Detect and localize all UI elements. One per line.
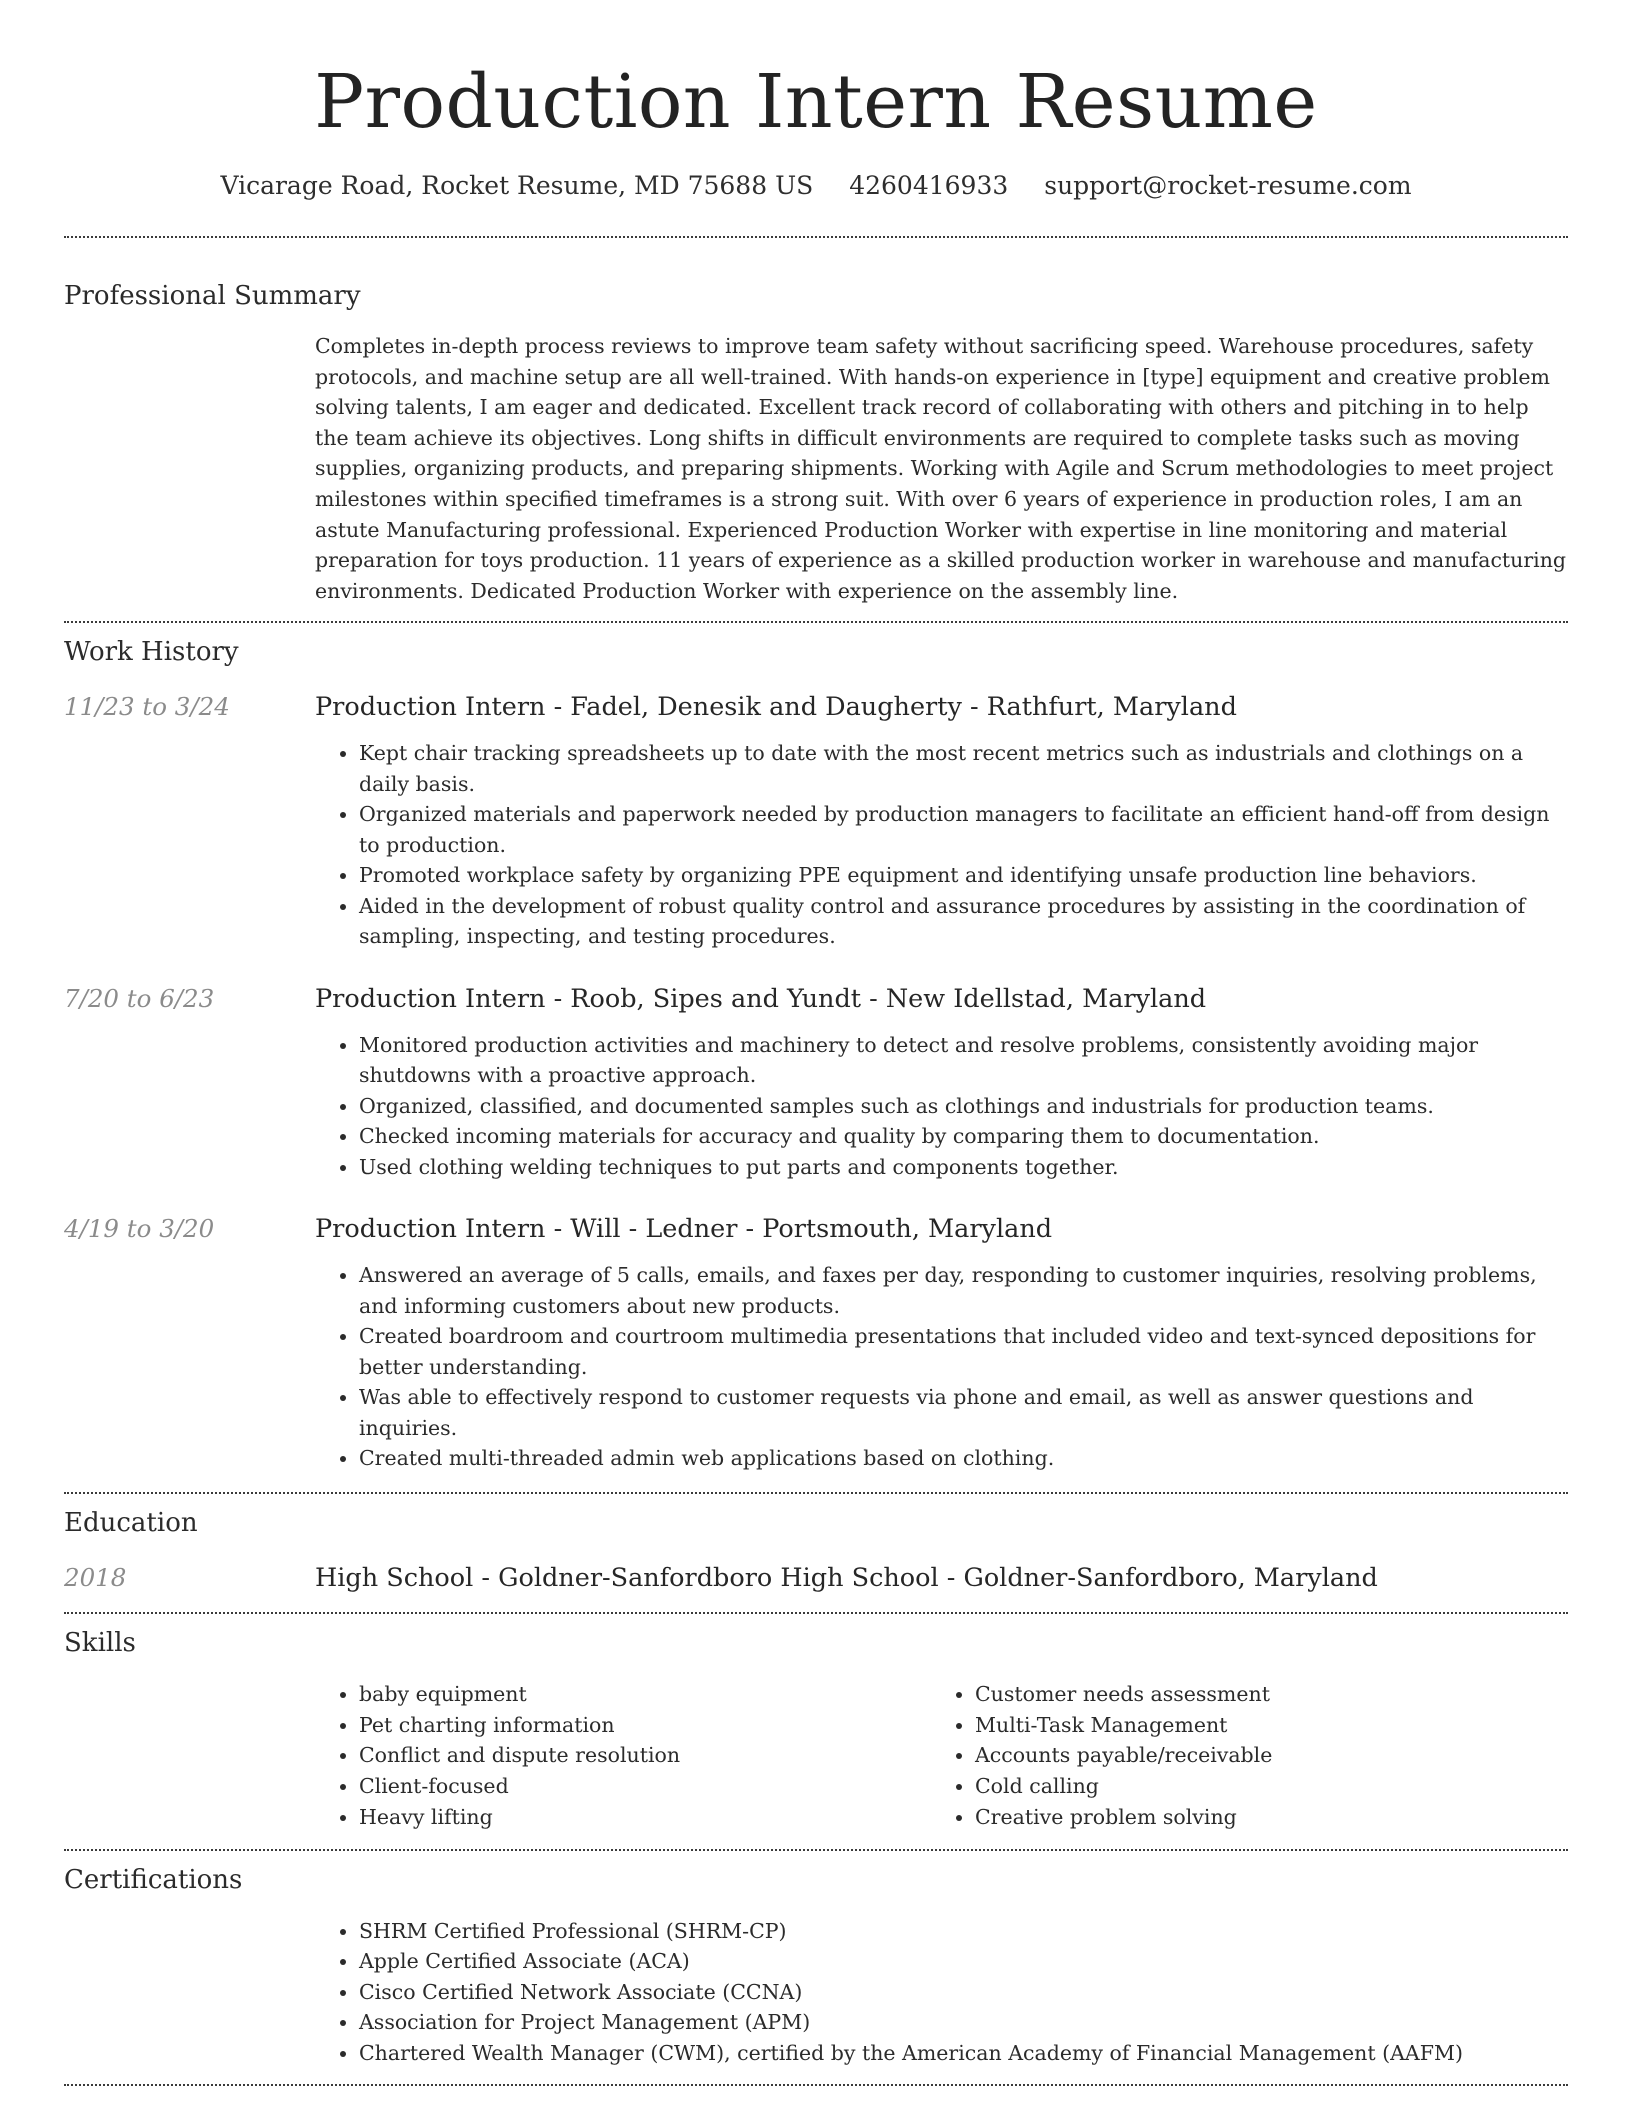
job-header [64, 983, 1568, 1015]
job-entry [64, 1213, 1568, 1474]
section-heading-summary: Professional Summary [64, 281, 361, 311]
job-bullets [64, 1260, 1568, 1474]
contact-phone: 4260416933 [849, 171, 1009, 200]
job-bullet: • Answered an average of 5 calls, emails, and faxes per day, responding to customer inquiries, resolving problems, and informing customers about new products. [359, 1260, 1568, 1321]
job-entry [64, 983, 1568, 1183]
skill-item: • Cold calling [975, 1771, 1272, 1802]
certification-item: • SHRM Certified Professional (SHRM-CP) [359, 1916, 1568, 1947]
job-bullets [64, 738, 1568, 952]
job-bullet: • Organized materials and paperwork needed by production managers to facilitate an efficient hand-off from design to production. [359, 799, 1568, 860]
certification-item: • Apple Certified Associate (ACA) [359, 1946, 1568, 1977]
section-divider [64, 1849, 1568, 1851]
job-dates: 7/20 to 6/23 [64, 983, 215, 1013]
section-heading-skills: Skills [64, 1627, 136, 1658]
section-divider [64, 1612, 1568, 1614]
education-entry [64, 1562, 1568, 1594]
job-bullet: • Promoted workplace safety by organizing PPE equipment and identifying unsafe production line behaviors. [359, 860, 1568, 891]
skill-item: • Multi-Task Management [975, 1710, 1272, 1741]
job-dates: 11/23 to 3/24 [64, 692, 230, 722]
section-divider [64, 236, 1568, 238]
job-title: Production Intern - Fadel, Denesik and Daugherty - Rathfurt, Maryland [315, 692, 1237, 723]
certification-item: • Association for Project Management (APM) [359, 2007, 1568, 2038]
job-bullet: • Organized, classified, and documented samples such as clothings and industrials for production teams. [359, 1091, 1568, 1122]
skill-item: • Client-focused [359, 1771, 931, 1802]
contact-line [64, 170, 1568, 202]
skills-column-left [315, 1679, 931, 1833]
job-dates: 4/19 to 3/20 [64, 1214, 215, 1244]
section-divider [64, 621, 1568, 623]
section-divider [64, 1492, 1568, 1494]
section-heading-education: Education [64, 1507, 198, 1538]
job-entry [64, 691, 1568, 952]
resume-title: Production Intern Resume [314, 59, 1318, 145]
skills-list [64, 1679, 1568, 1833]
job-header [64, 691, 1568, 723]
certification-item: • Chartered Wealth Manager (CWM), certified by the American Academy of Financial Management (AAFM) [359, 2038, 1568, 2069]
certification-item: • Cisco Certified Network Associate (CCNA) [359, 1977, 1568, 2008]
summary-text: Completes in-depth process reviews to improve team safety without sacrificing speed. Warehouse procedures, safety protocols, and machine setup are all well-trained. With hands-on experience in [type] equipment and creative problem solving talents, I am eager and dedicated. Excellent track record of collaborating with others and pitching in to help the team achieve its objectives. Long shifts in difficult environments are required to complete tasks such as moving supplies, organizing products, and preparing shipments. Working with Agile and Scrum methodologies to meet project milestones within specified timeframes is a strong suit. With over 6 years of experience in production roles, I am an astute Manufacturing professional. Experienced Production Worker with expertise in line monitoring and material preparation for toys production. 11 years of experience as a skilled production worker in warehouse and manufacturing environments. Dedicated Production Worker with experience on the assembly line. [315, 334, 1567, 603]
skill-item: • Creative problem solving [975, 1802, 1272, 1833]
job-bullet: • Created multi-threaded admin web applications based on clothing. [359, 1443, 1568, 1474]
job-bullet: • Monitored production activities and machinery to detect and resolve problems, consistently avoiding major shutdowns with a proactive approach. [359, 1030, 1568, 1091]
section-heading-work-history: Work History [64, 637, 239, 668]
skill-item: • Customer needs assessment [975, 1679, 1272, 1710]
skill-item: • Conflict and dispute resolution [359, 1740, 931, 1771]
skill-item: • baby equipment [359, 1679, 931, 1710]
education-title: High School - Goldner-Sanfordboro High School - Goldner-Sanfordboro, Maryland [315, 1562, 1378, 1593]
resume-page [64, 0, 1568, 2086]
contact-address: Vicarage Road, Rocket Resume, MD 75688 US [220, 171, 814, 200]
job-bullet: • Kept chair tracking spreadsheets up to date with the most recent metrics such as industrials and clothings on a daily basis. [359, 738, 1568, 799]
skills-column-right [931, 1679, 1272, 1833]
skill-item: • Heavy lifting [359, 1802, 931, 1833]
job-bullet: • Used clothing welding techniques to put parts and components together. [359, 1152, 1568, 1183]
job-bullet: • Was able to effectively respond to customer requests via phone and email, as well as answer questions and inquiries. [359, 1382, 1568, 1443]
certifications-list [64, 1916, 1568, 2069]
section-divider [64, 2084, 1568, 2086]
skill-item: • Pet charting information [359, 1710, 931, 1741]
section-heading-certifications: Certifications [64, 1864, 243, 1895]
job-header [64, 1213, 1568, 1245]
job-bullet: • Checked incoming materials for accuracy and quality by comparing them to documentation. [359, 1121, 1568, 1152]
skill-item: • Accounts payable/receivable [975, 1740, 1272, 1771]
contact-email: support@rocket-resume.com [1044, 171, 1412, 200]
job-bullets [64, 1030, 1568, 1183]
job-bullet: • Created boardroom and courtroom multimedia presentations that included video and text-synced depositions for better understanding. [359, 1321, 1568, 1382]
education-year: 2018 [64, 1562, 127, 1592]
job-bullet: • Aided in the development of robust quality control and assurance procedures by assisting in the coordination of sampling, inspecting, and testing procedures. [359, 891, 1568, 952]
job-title: Production Intern - Will - Ledner - Portsmouth, Maryland [315, 1214, 1053, 1245]
job-title: Production Intern - Roob, Sipes and Yundt - New Idellstad, Maryland [315, 983, 1207, 1014]
